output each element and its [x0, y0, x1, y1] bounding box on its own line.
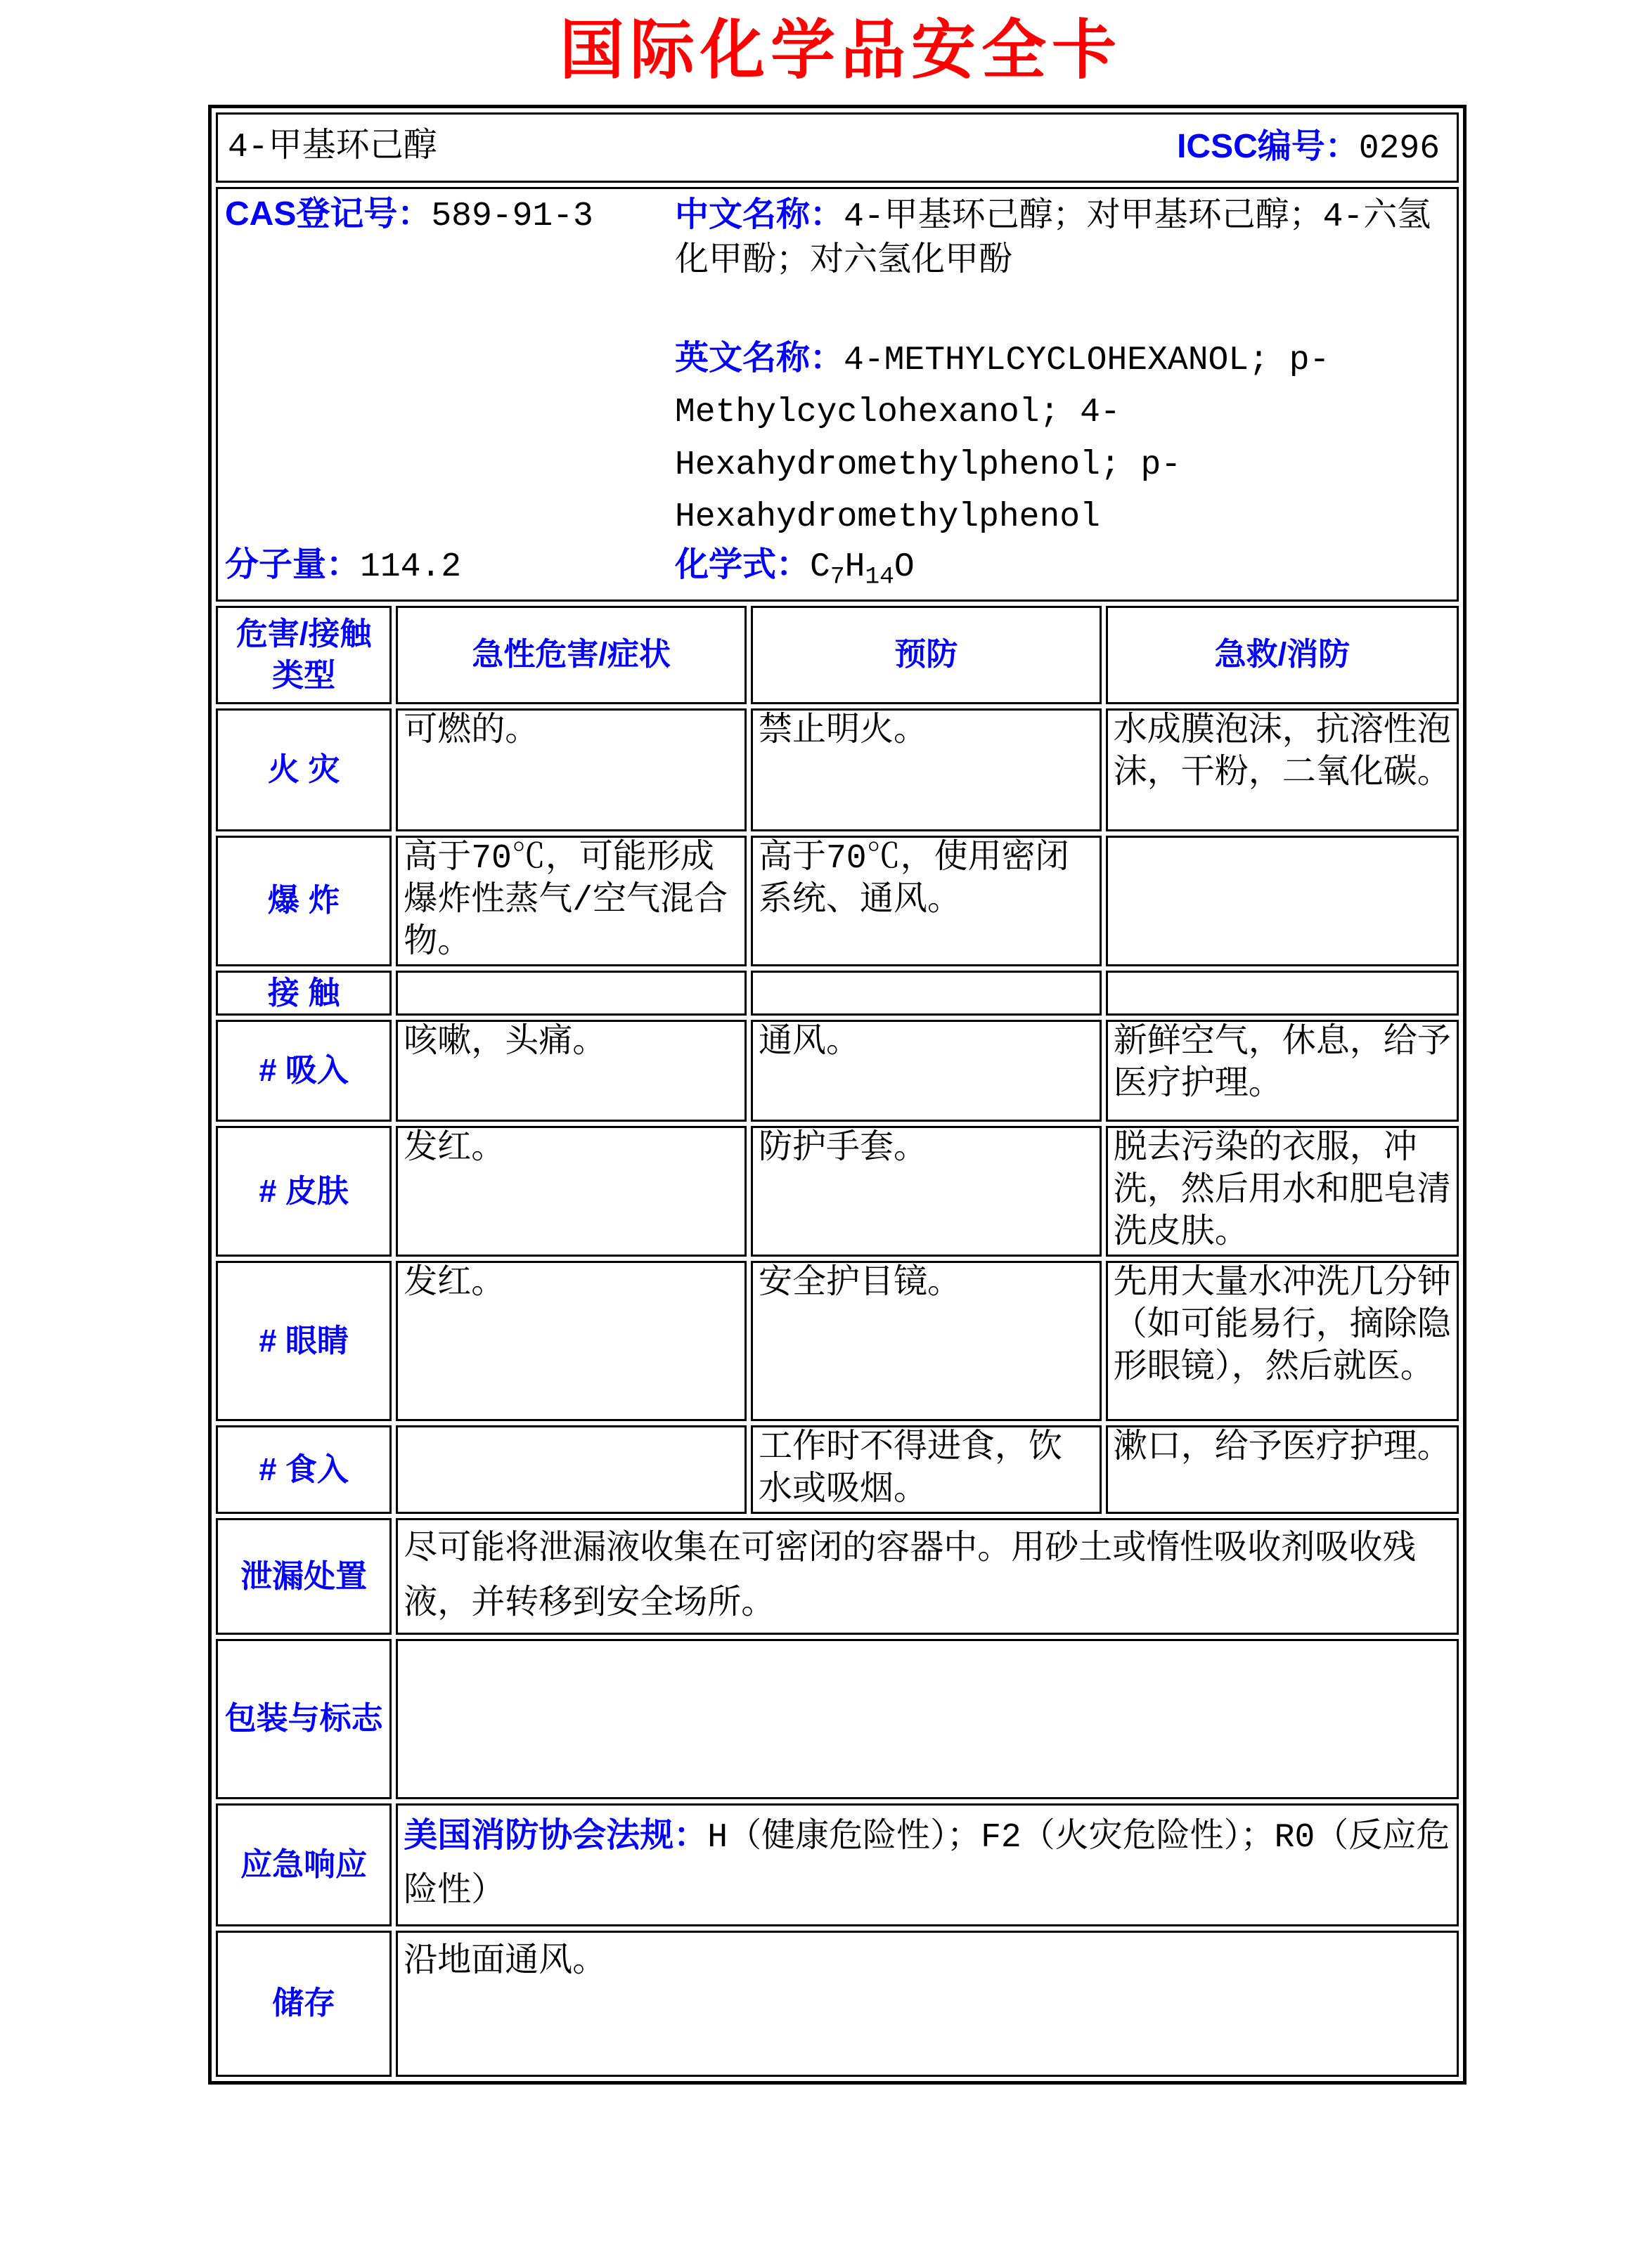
section-row-packaging: [216, 1639, 1459, 1799]
header-first-aid: 急救/消防: [1106, 606, 1459, 704]
identity-cell: [216, 187, 1459, 601]
english-names-label: 英文名称：: [675, 339, 844, 377]
inhalation-symptoms: 咳嗽，头痛。: [396, 1020, 747, 1122]
chemical-formula-line: [675, 544, 1450, 591]
skin-symptoms: 发红。: [396, 1126, 747, 1257]
chemical-formula-label: 化学式：: [675, 545, 811, 583]
hazard-header-row: [216, 606, 1459, 704]
fire-label: 火 灾: [216, 708, 392, 831]
icsc-card: [208, 15, 1474, 2085]
explosion-prevention: 高于70℃，使用密闭系统、通风。: [751, 836, 1102, 966]
chinese-names-label: 中文名称：: [675, 196, 844, 234]
packaging-content: [396, 1639, 1459, 1799]
contact-response: [1106, 971, 1459, 1016]
section-row-emergency: [216, 1803, 1459, 1926]
section-row-spill: [216, 1518, 1459, 1635]
contact-symptoms: [396, 971, 747, 1016]
explosion-symptoms: 高于70℃，可能形成爆炸性蒸气/空气混合物。: [396, 836, 747, 966]
fire-response: 水成膜泡沫，抗溶性泡沫，干粉，二氧化碳。: [1106, 708, 1459, 831]
fire-symptoms: 可燃的。: [396, 708, 747, 831]
inhalation-response: 新鲜空气，休息，给予医疗护理。: [1106, 1020, 1459, 1122]
eyes-prevention: 安全护目镜。: [751, 1261, 1102, 1421]
icsc-table: [208, 105, 1467, 2084]
spill-content: 尽可能将泄漏液收集在可密闭的容器中。用砂土或惰性吸收剂吸收残液，并转移到安全场所。: [396, 1518, 1459, 1635]
skin-prevention: 防护手套。: [751, 1126, 1102, 1257]
chinese-names-line: [675, 193, 1450, 283]
identity-row: [216, 187, 1459, 601]
chinese-names-value: 4-甲基环己醇；对甲基环己醇；4-六氢化甲酚；对六氢化甲酚: [675, 198, 1431, 280]
packaging-label: 包装与标志: [216, 1639, 392, 1799]
inhalation-label: # 吸入: [216, 1020, 392, 1122]
inhalation-prevention: 通风。: [751, 1020, 1102, 1122]
icsc-number-value: 0296: [1358, 129, 1440, 168]
emergency-label: 应急响应: [216, 1803, 392, 1926]
ingestion-response: 漱口，给予医疗护理。: [1106, 1425, 1459, 1514]
header-prevention: 预防: [751, 606, 1102, 704]
section-row-storage: [216, 1931, 1459, 2077]
molecular-weight-line: [225, 544, 675, 588]
hazard-row-skin: [216, 1126, 1459, 1257]
skin-label: # 皮肤: [216, 1126, 392, 1257]
spill-label: 泄漏处置: [216, 1518, 392, 1635]
fire-prevention: 禁止明火。: [751, 708, 1102, 831]
english-names-line: [675, 332, 1450, 544]
hazard-row-explosion: [216, 836, 1459, 966]
header-hazard-type: 危害/接触类型: [216, 606, 392, 704]
cas-label: CAS登记号：: [225, 195, 432, 233]
english-names-value: 4-METHYLCYCLOHEXANOL; p-Methylcyclohexanol; 4-Hexahydromethylphenol; p-Hexahydromethylphenol: [675, 341, 1330, 537]
nfpa-label: 美国消防协会法规：: [404, 1816, 708, 1854]
storage-content: 沿地面通风。: [396, 1931, 1459, 2077]
storage-label: 储存: [216, 1931, 392, 2077]
title-row: [216, 112, 1459, 183]
explosion-response: [1106, 836, 1459, 966]
nfpa-codes: H（健康危险性）；F2（火灾危险性）；R0（反应危险性）: [404, 1818, 1450, 1912]
cas-number: 589-91-3: [431, 197, 593, 236]
eyes-label: # 眼睛: [216, 1261, 392, 1421]
explosion-label: 爆 炸: [216, 836, 392, 966]
contact-label: 接 触: [216, 971, 392, 1016]
icsc-number-group: [1177, 126, 1440, 170]
identity-right-column: [675, 193, 1450, 591]
hazard-row-inhalation: [216, 1020, 1459, 1122]
eyes-symptoms: 发红。: [396, 1261, 747, 1421]
hazard-row-eyes: [216, 1261, 1459, 1421]
icsc-number-label: ICSC编号：: [1177, 127, 1359, 165]
title-row-cell: [216, 112, 1459, 183]
molecular-weight-label: 分子量：: [225, 545, 361, 583]
chemical-formula-value: $C_7H_{14}O$: [810, 547, 915, 591]
ingestion-prevention: 工作时不得进食，饮水或吸烟。: [751, 1425, 1102, 1514]
hazard-row-contact: [216, 971, 1459, 1016]
hazard-row-ingestion: [216, 1425, 1459, 1514]
eyes-response: 先用大量水冲洗几分钟（如可能易行，摘除隐形眼镜），然后就医。: [1106, 1261, 1459, 1421]
ingestion-symptoms: [396, 1425, 747, 1514]
identity-left-column: [225, 193, 675, 588]
header-acute-hazards: 急性危害/症状: [396, 606, 747, 704]
hazard-row-fire: [216, 708, 1459, 831]
contact-prevention: [751, 971, 1102, 1016]
cas-line: [225, 193, 675, 238]
substance-name: 4-甲基环己醇: [228, 129, 437, 167]
skin-response: 脱去污染的衣服，冲洗，然后用水和肥皂清洗皮肤。: [1106, 1126, 1459, 1257]
ingestion-label: # 食入: [216, 1425, 392, 1514]
page-title: 国际化学品安全卡: [559, 15, 1122, 86]
emergency-content: [396, 1803, 1459, 1926]
molecular-weight-value: 114.2: [360, 547, 462, 586]
